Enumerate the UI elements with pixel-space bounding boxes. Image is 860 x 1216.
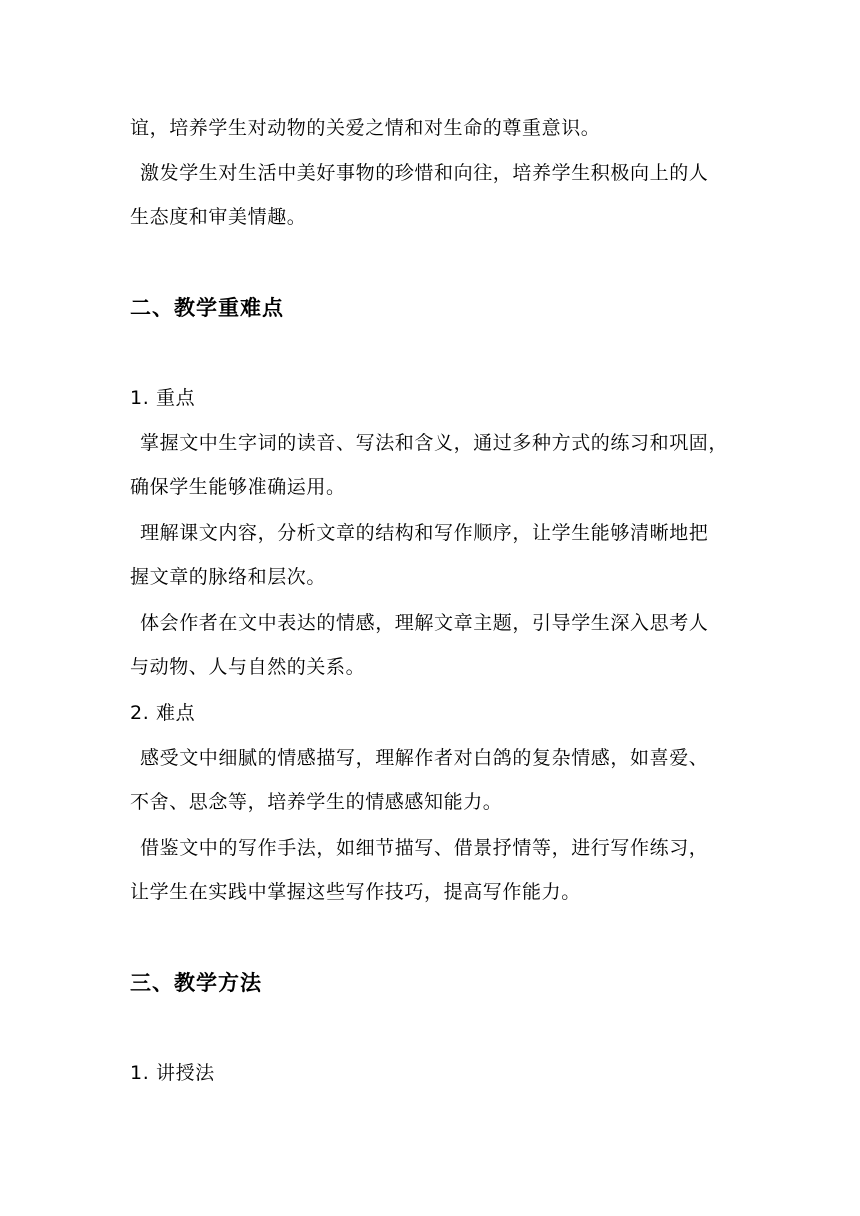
subheading-difficulties: 2. 难点 (130, 702, 196, 724)
paragraph-line: 让学生在实践中掌握这些写作技巧，提高写作能力。 (130, 881, 581, 903)
paragraph-line: 生态度和审美情趣。 (130, 206, 307, 228)
paragraph-line: 不舍、思念等，培养学生的情感感知能力。 (130, 791, 503, 813)
paragraph-line: 体会作者在文中表达的情感，理解文章主题，引导学生深入思考人 (140, 612, 709, 634)
paragraph-line: 掌握文中生字词的读音、写法和含义，通过多种方式的练习和巩固， (140, 432, 729, 454)
subheading-key-points: 1. 重点 (130, 387, 196, 409)
paragraph-line: 激发学生对生活中美好事物的珍惜和向往，培养学生积极向上的人 (140, 162, 709, 184)
subheading-lecture-method: 1. 讲授法 (130, 1062, 215, 1084)
paragraph-line: 握文章的脉络和层次。 (130, 566, 327, 588)
paragraph-line: 谊，培养学生对动物的关爱之情和对生命的尊重意识。 (130, 117, 601, 139)
section-heading-3: 三、教学方法 (130, 971, 262, 995)
section-heading-2: 二、教学重难点 (130, 296, 284, 320)
paragraph-line: 借鉴文中的写作手法，如细节描写、借景抒情等，进行写作练习， (140, 837, 709, 859)
paragraph-line: 理解课文内容，分析文章的结构和写作顺序，让学生能够清晰地把 (140, 522, 709, 544)
paragraph-line: 感受文中细腻的情感描写，理解作者对白鸽的复杂情感，如喜爱、 (140, 747, 709, 769)
paragraph-line: 确保学生能够准确运用。 (130, 476, 346, 498)
paragraph-line: 与动物、人与自然的关系。 (130, 656, 366, 678)
